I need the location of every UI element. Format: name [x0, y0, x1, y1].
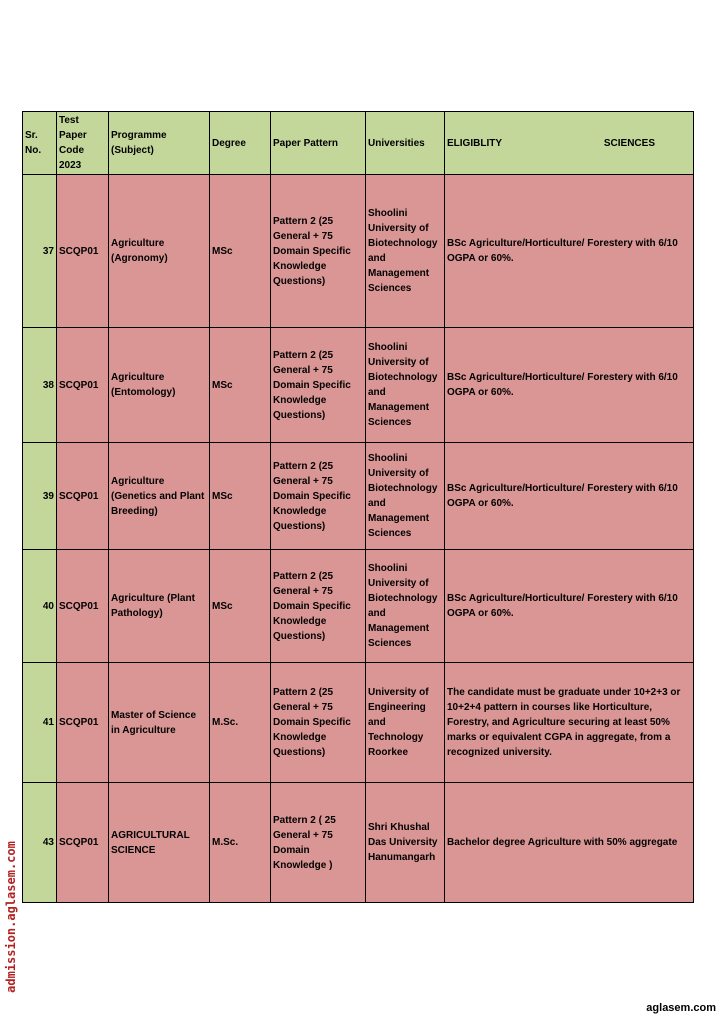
pattern-cell: Pattern 2 ( 25 General + 75 Domain Knowledge ) [271, 783, 366, 903]
eligibility-cell: Bachelor degree Agriculture with 50% aggregate [445, 783, 694, 903]
header-sr-no: Sr. No. [23, 112, 57, 175]
table-row [23, 550, 694, 663]
programme-cell: Agriculture (Genetics and Plant Breeding) [109, 443, 210, 550]
degree-cell: MSc [210, 328, 271, 443]
paper-code-cell: SCQP01 [57, 663, 109, 783]
sr-no-cell: 37 [23, 175, 57, 328]
sr-no-cell: 39 [23, 443, 57, 550]
programme-cell: Agriculture (Entomology) [109, 328, 210, 443]
pattern-cell: Pattern 2 (25 General + 75 Domain Specific Knowledge Questions) [271, 443, 366, 550]
table-row [23, 328, 694, 443]
paper-code-cell: SCQP01 [57, 550, 109, 663]
header-eligibility [445, 112, 694, 175]
sr-no-cell: 43 [23, 783, 57, 903]
table-row [23, 443, 694, 550]
header-stream-label: SCIENCES [603, 137, 655, 149]
eligibility-cell: The candidate must be graduate under 10+2+3 or 10+2+4 pattern in courses like Horticulture, Forestry, and Agriculture securing at least 50% marks or equivalent CGPA in aggregate, from a recognized university. [445, 663, 694, 783]
pattern-cell: Pattern 2 (25 General + 75 Domain Specific Knowledge Questions) [271, 175, 366, 328]
table-row [23, 175, 694, 328]
header-degree: Degree [210, 112, 271, 175]
degree-cell: M.Sc. [210, 663, 271, 783]
degree-cell: MSc [210, 550, 271, 663]
paper-code-cell: SCQP01 [57, 328, 109, 443]
paper-code-cell: SCQP01 [57, 443, 109, 550]
university-cell: Shri Khushal Das University Hanumangarh [366, 783, 445, 903]
university-cell: Shoolini University of Biotechnology and Management Sciences [366, 175, 445, 328]
paper-code-cell: SCQP01 [57, 175, 109, 328]
header-row [23, 112, 694, 175]
header-programme: Programme (Subject) [109, 112, 210, 175]
university-cell: University of Engineering and Technology Roorkee [366, 663, 445, 783]
header-test-paper-code: Test Paper Code 2023 [57, 112, 109, 175]
admission-table [22, 111, 694, 903]
table-row [23, 663, 694, 783]
degree-cell: M.Sc. [210, 783, 271, 903]
eligibility-cell: BSc Agriculture/Horticulture/ Forestery with 6/10 OGPA or 60%. [445, 175, 694, 328]
programme-cell: Master of Science in Agriculture [109, 663, 210, 783]
sr-no-cell: 38 [23, 328, 57, 443]
eligibility-cell: BSc Agriculture/Horticulture/ Forestery with 6/10 OGPA or 60%. [445, 443, 694, 550]
degree-cell: MSc [210, 175, 271, 328]
programme-cell: AGRICULTURAL SCIENCE [109, 783, 210, 903]
degree-cell: MSc [210, 443, 271, 550]
eligibility-cell: BSc Agriculture/Horticulture/ Forestery with 6/10 OGPA or 60%. [445, 328, 694, 443]
university-cell: Shoolini University of Biotechnology and Management Sciences [366, 328, 445, 443]
eligibility-cell: BSc Agriculture/Horticulture/ Forestery with 6/10 OGPA or 60%. [445, 550, 694, 663]
header-eligibility-label: ELIGIBLITY [447, 137, 502, 149]
footer-brand: aglasem.com [646, 1002, 716, 1014]
university-cell: Shoolini University of Biotechnology and Management Sciences [366, 443, 445, 550]
header-universities: Universities [366, 112, 445, 175]
header-paper-pattern: Paper Pattern [271, 112, 366, 175]
pattern-cell: Pattern 2 (25 General + 75 Domain Specific Knowledge Questions) [271, 328, 366, 443]
university-cell: Shoolini University of Biotechnology and Management Sciences [366, 550, 445, 663]
sr-no-cell: 41 [23, 663, 57, 783]
pattern-cell: Pattern 2 (25 General + 75 Domain Specific Knowledge Questions) [271, 663, 366, 783]
programme-cell: Agriculture (Plant Pathology) [109, 550, 210, 663]
paper-code-cell: SCQP01 [57, 783, 109, 903]
programme-cell: Agriculture (Agronomy) [109, 175, 210, 328]
table-row [23, 783, 694, 903]
watermark-text: admission.aglasem.com [4, 841, 18, 993]
pattern-cell: Pattern 2 (25 General + 75 Domain Specific Knowledge Questions) [271, 550, 366, 663]
sr-no-cell: 40 [23, 550, 57, 663]
